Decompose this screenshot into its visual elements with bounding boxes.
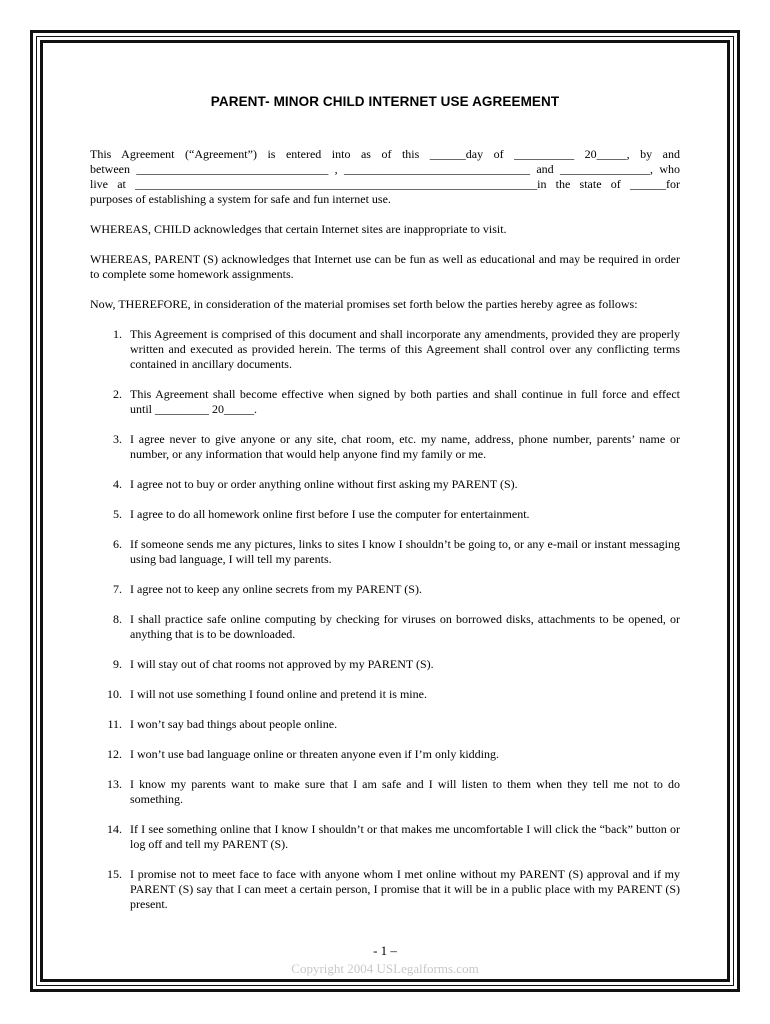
item-number: 13. (107, 777, 122, 791)
intro-paragraph (90, 147, 680, 207)
intro-line: This Agreement (“Agreement”) is entered into as of this ______day of __________ 20_____, by and (90, 147, 680, 161)
item-number: 14. (107, 822, 122, 836)
list-item (90, 537, 680, 567)
list-item (90, 687, 680, 702)
list-item (90, 582, 680, 597)
item-text: I won’t use bad language online or threaten anyone even if I’m only kidding. (130, 747, 500, 761)
item-text: This Agreement shall become effective when signed by both parties and shall continue in full force and effect until _________ 20_____. (130, 387, 680, 416)
item-text: I agree not to keep any online secrets from my PARENT (S). (130, 582, 422, 596)
document-body (90, 94, 680, 927)
list-item (90, 507, 680, 522)
item-text: If I see something online that I know I shouldn’t or that makes me uncomfortable I will click the “back” button or log off and tell my PARENT (S). (130, 822, 680, 851)
whereas-parent-paragraph: WHEREAS, PARENT (S) acknowledges that Internet use can be fun as well as educational and may be required in order to complete some homework assignments. (90, 252, 680, 281)
item-number: 8. (113, 612, 122, 626)
item-number: 15. (107, 867, 122, 881)
item-text: I shall practice safe online computing by checking for viruses on borrowed disks, attachments to be opened, or anything that is to be downloaded. (130, 612, 680, 641)
item-number: 6. (113, 537, 122, 551)
item-text: I agree never to give anyone or any site, chat room, etc. my name, address, phone number, parents’ name or number, or any information that would help anyone find my family or me. (130, 432, 680, 461)
intro-line: purposes of establishing a system for safe and fun internet use. (90, 192, 391, 206)
list-item (90, 612, 680, 642)
therefore-paragraph: Now, THEREFORE, in consideration of the material promises set forth below the parties hereby agree as follows: (90, 297, 638, 311)
item-number: 10. (107, 687, 122, 701)
list-item (90, 867, 680, 912)
list-item (90, 657, 680, 672)
intro-line: between ________________________________ , _______________________________ and _______________, who (90, 162, 680, 176)
item-number: 2. (113, 387, 122, 401)
item-number: 12. (107, 747, 122, 761)
copyright-watermark: Copyright 2004 USLegalforms.com (291, 961, 479, 976)
item-text: I agree to do all homework online first before I use the computer for entertainment. (130, 507, 530, 521)
item-text: If someone sends me any pictures, links to sites I know I shouldn’t be going to, or any e-mail or instant messaging using bad language, I will tell my parents. (130, 537, 680, 566)
item-number: 7. (113, 582, 122, 596)
item-text: I promise not to meet face to face with anyone whom I met online without my PARENT (S) approval and if my PARENT (S) say that I can meet a certain person, I promise that it will be in a public place with my PARENT (S) present. (130, 867, 680, 911)
intro-line: live at ___________________________________________________________________in the state of ______for (90, 177, 680, 191)
list-item (90, 747, 680, 762)
list-item (90, 432, 680, 462)
list-item (90, 822, 680, 852)
list-item (90, 777, 680, 807)
page-number: - 1 – (373, 943, 397, 958)
agreement-terms-list (90, 327, 680, 912)
item-text: I agree not to buy or order anything online without first asking my PARENT (S). (130, 477, 518, 491)
item-number: 9. (113, 657, 122, 671)
item-number: 11. (107, 717, 122, 731)
item-number: 1. (113, 327, 122, 341)
list-item (90, 387, 680, 417)
item-text: I know my parents want to make sure that I am safe and I will listen to them when they tell me not to do something. (130, 777, 680, 806)
item-number: 5. (113, 507, 122, 521)
item-text: I won’t say bad things about people online. (130, 717, 338, 731)
list-item (90, 477, 680, 492)
list-item (90, 717, 680, 732)
item-number: 3. (113, 432, 122, 446)
item-text: I will stay out of chat rooms not approved by my PARENT (S). (130, 657, 434, 671)
item-text: This Agreement is comprised of this document and shall incorporate any amendments, provided they are properly written and executed as provided herein. The terms of this Agreement shall control over any conflicting terms contained in ancillary documents. (130, 327, 680, 371)
item-number: 4. (113, 477, 122, 491)
list-item (90, 327, 680, 372)
whereas-child-paragraph: WHEREAS, CHILD acknowledges that certain Internet sites are inappropriate to visit. (90, 222, 507, 236)
item-text: I will not use something I found online and pretend it is mine. (130, 687, 427, 701)
document-title: PARENT- MINOR CHILD INTERNET USE AGREEMENT (210, 94, 560, 109)
